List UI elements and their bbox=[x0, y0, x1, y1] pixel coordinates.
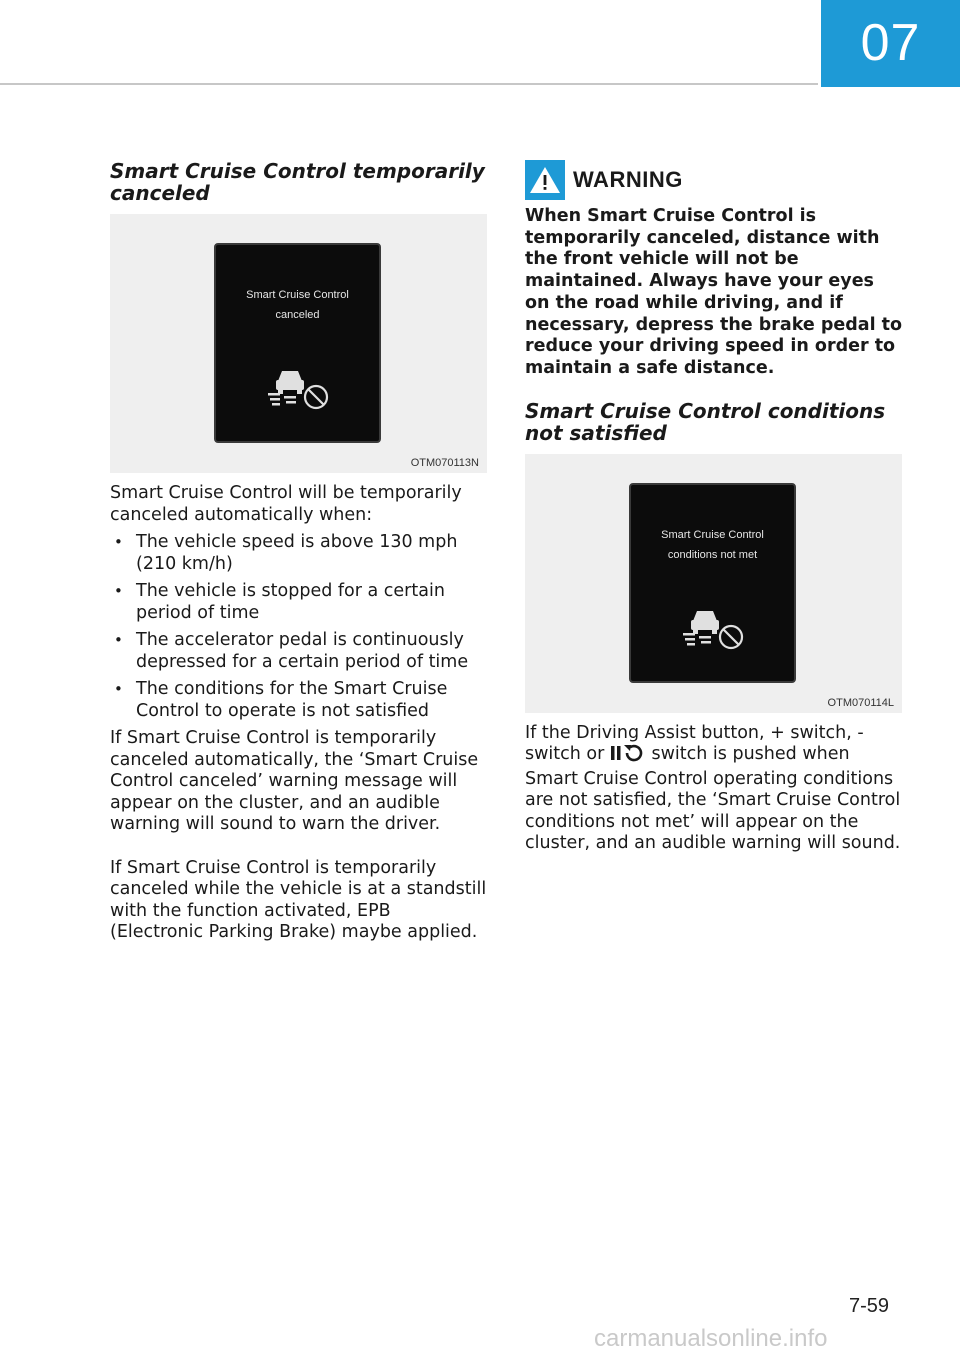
header-rule bbox=[0, 83, 818, 85]
scc-disabled-icon bbox=[268, 363, 332, 411]
warning-triangle-icon bbox=[525, 160, 565, 200]
section-title-not-satisfied: Smart Cruise Control conditions not satisfied bbox=[525, 398, 886, 445]
paragraph-conditions-not-met bbox=[525, 723, 903, 855]
warning-text: When Smart Cruise Control is temporarily canceled, distance with the front vehicle will not be maintained. Always have your eyes on the road while driving, and if necessary, depress the brake pedal to reduce your driving speed in order to maintain a safe distance. bbox=[525, 206, 903, 378]
cluster-message-line1: Smart Cruise Control bbox=[246, 289, 349, 301]
cluster-figure-canceled bbox=[110, 214, 487, 473]
page-number: 7-59 bbox=[849, 1295, 890, 1317]
cluster-screen bbox=[629, 483, 796, 683]
paragraph-epb: If Smart Cruise Control is temporarily canceled while the vehicle is at a standstill with the function activated, EPB (Electronic Parking Brake) maybe applied. bbox=[110, 857, 487, 942]
figure-code: OTM070114L bbox=[827, 696, 894, 709]
watermark: carmanualsonline.info bbox=[594, 1325, 828, 1352]
paragraph-part-1: If the Driving Assist button, + switch, - switch or bbox=[525, 722, 864, 765]
figure-code: OTM070113N bbox=[410, 457, 479, 469]
paragraph-part-2: switch is pushed when Smart Cruise Control operating conditions are not satisfied, the ‘Smart Cruise Control conditions not met’ will appear on the cluster, and an audible warning will sound. bbox=[525, 744, 901, 854]
cluster-message-line1: Smart Cruise Control bbox=[661, 528, 764, 541]
cluster-message-line2: canceled bbox=[275, 309, 320, 321]
cluster-figure-not-met bbox=[525, 454, 902, 713]
scc-disabled-icon bbox=[683, 603, 747, 651]
list-item: • The vehicle is stopped for a certain period of time bbox=[110, 581, 488, 624]
chapter-tab: 07 bbox=[821, 0, 960, 87]
warning-header bbox=[525, 160, 903, 200]
warning-title: WARNING bbox=[573, 167, 683, 192]
paragraph-warning-message: If Smart Cruise Control is temporarily canceled automatically, the ‘Smart Cruise Control canceled’ warning message will appear on the cluster, and an audible warning will sound to warn the driver. bbox=[110, 728, 479, 834]
cluster-screen bbox=[214, 243, 381, 443]
cancel-conditions-list bbox=[110, 532, 488, 722]
list-item: • The accelerator pedal is continuously depressed for a certain period of time bbox=[110, 630, 488, 673]
list-item: • The vehicle speed is above 130 mph (210 km/h) bbox=[110, 532, 488, 575]
intro-text: Smart Cruise Control will be temporarily canceled automatically when: bbox=[110, 483, 462, 525]
right-column bbox=[525, 160, 903, 855]
list-item: • The conditions for the Smart Cruise Control to operate is not satisfied bbox=[110, 679, 488, 722]
pause-resume-switch-icon bbox=[610, 744, 646, 769]
section-title-canceled: Smart Cruise Control temporarily canceled bbox=[110, 159, 485, 205]
left-column bbox=[110, 160, 488, 944]
cluster-message-line2: conditions not met bbox=[667, 548, 758, 561]
